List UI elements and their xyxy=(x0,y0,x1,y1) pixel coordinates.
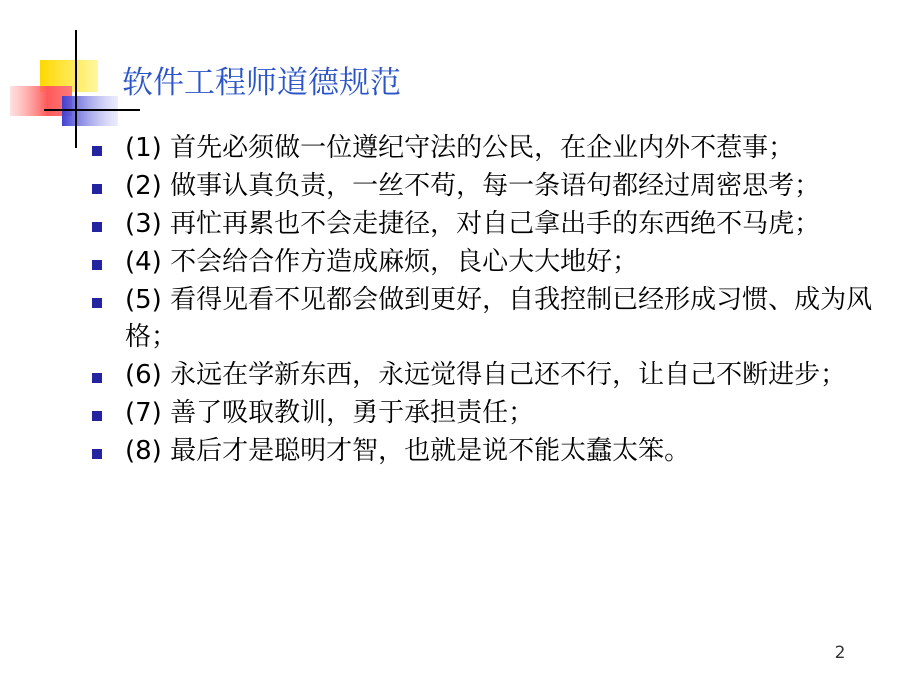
bullet-text: (8) 最后才是聪明才智，也就是说不能太蠢太笨。 xyxy=(125,436,691,466)
bullet-text: (5) 看得见看不见都会做到更好，自我控制已经形成习惯、成为风格； xyxy=(125,285,873,352)
bullet-square-icon xyxy=(92,373,102,383)
page-number: 2 xyxy=(834,643,846,663)
bullet-text: (3) 再忙再累也不会走捷径，对自己拿出手的东西绝不马虎； xyxy=(125,209,821,239)
bullet-square-icon xyxy=(92,222,102,232)
list-item xyxy=(92,244,882,281)
list-item xyxy=(92,282,882,356)
bullet-text: (1) 首先必须做一位遵纪守法的公民，在企业内外不惹事； xyxy=(125,133,795,163)
list-item xyxy=(92,357,882,394)
bullet-square-icon xyxy=(92,298,102,308)
bullet-text: (2) 做事认真负责，一丝不苟，每一条语句都经过周密思考； xyxy=(125,171,821,201)
bullet-list xyxy=(92,130,882,471)
bullet-square-icon xyxy=(92,449,102,459)
bullet-square-icon xyxy=(92,184,102,194)
bullet-text: (6) 永远在学新东西，永远觉得自己还不行，让自己不断进步； xyxy=(125,360,847,390)
bullet-square-icon xyxy=(92,411,102,421)
list-item xyxy=(92,433,882,470)
list-item xyxy=(92,168,882,205)
bullet-square-icon xyxy=(92,146,102,156)
bullet-text: (7) 善了吸取教训，勇于承担责任； xyxy=(125,398,535,428)
bullet-square-icon xyxy=(92,260,102,270)
decorative-corner-graphic xyxy=(0,0,140,150)
list-item xyxy=(92,395,882,432)
list-item xyxy=(92,130,882,167)
bullet-text: (4) 不会给合作方造成麻烦，良心大大地好； xyxy=(125,247,639,277)
list-item xyxy=(92,206,882,243)
slide-title: 软件工程师道德规范 xyxy=(122,65,401,101)
